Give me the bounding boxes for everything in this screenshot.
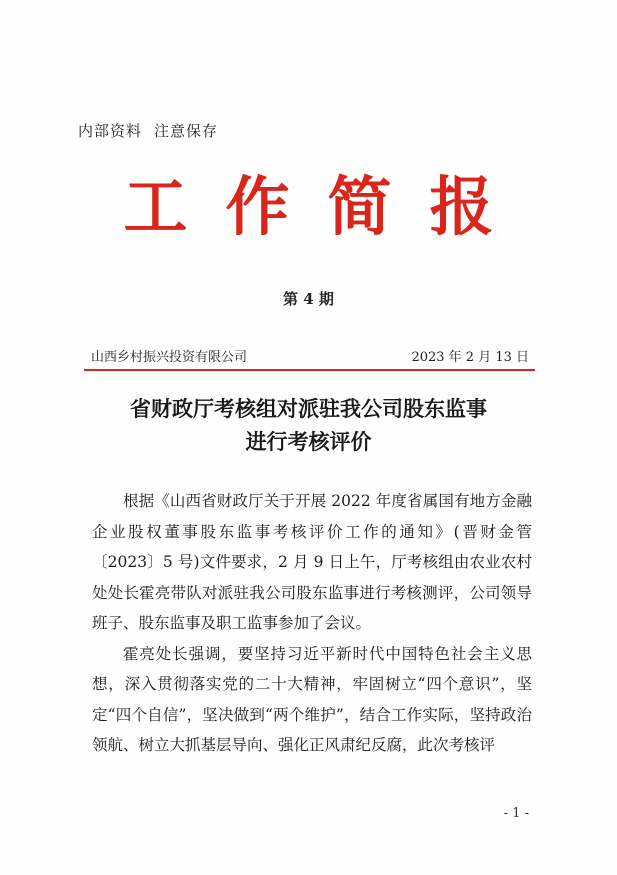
masthead-title: 工作简报 xyxy=(123,171,532,245)
article-title-line-1: 省财政厅考核组对派驻我公司股东监事 xyxy=(130,396,487,421)
red-divider-line xyxy=(84,369,535,371)
keep-safe-label: 注意保存 xyxy=(154,122,219,140)
issue-date: 2023 年 2 月 13 日 xyxy=(411,350,529,365)
page-number: - 1 - xyxy=(503,806,529,821)
article-title xyxy=(0,392,617,458)
issuing-organization: 山西乡村振兴投资有限公司 xyxy=(91,350,248,365)
article-paragraph: 霍亮处长强调，要坚持习近平新时代中国特色社会主义思想，深入贯彻落实党的二十大精神，牢固树立“四个意识”，坚定“四个自信”，坚决做到“两个维护”，结合工作实际，坚持政治领航、树立大抓基层导向、强化正风肃纪反腐，此次考核评 xyxy=(92,644,532,754)
confidential-notice xyxy=(78,120,218,141)
article-title-line-2: 进行考核评价 xyxy=(245,429,372,454)
article-body xyxy=(92,486,532,761)
confidential-label: 内部资料 xyxy=(78,122,143,140)
issue-number: 第 4 期 xyxy=(283,290,334,308)
article-paragraph: 根据《山西省财政厅关于开展 2022 年度省属国有地方金融企业股权董事股东监事考核评价工作的通知》(晋财金管〔2023〕5 号)文件要求，2 月 9 日上午，厅考核组由农业农村处处长霍亮带队对派驻我公司股东监事进行考核测评，公司领导班子、股东监事及职工监事参加了会议。 xyxy=(92,492,532,632)
